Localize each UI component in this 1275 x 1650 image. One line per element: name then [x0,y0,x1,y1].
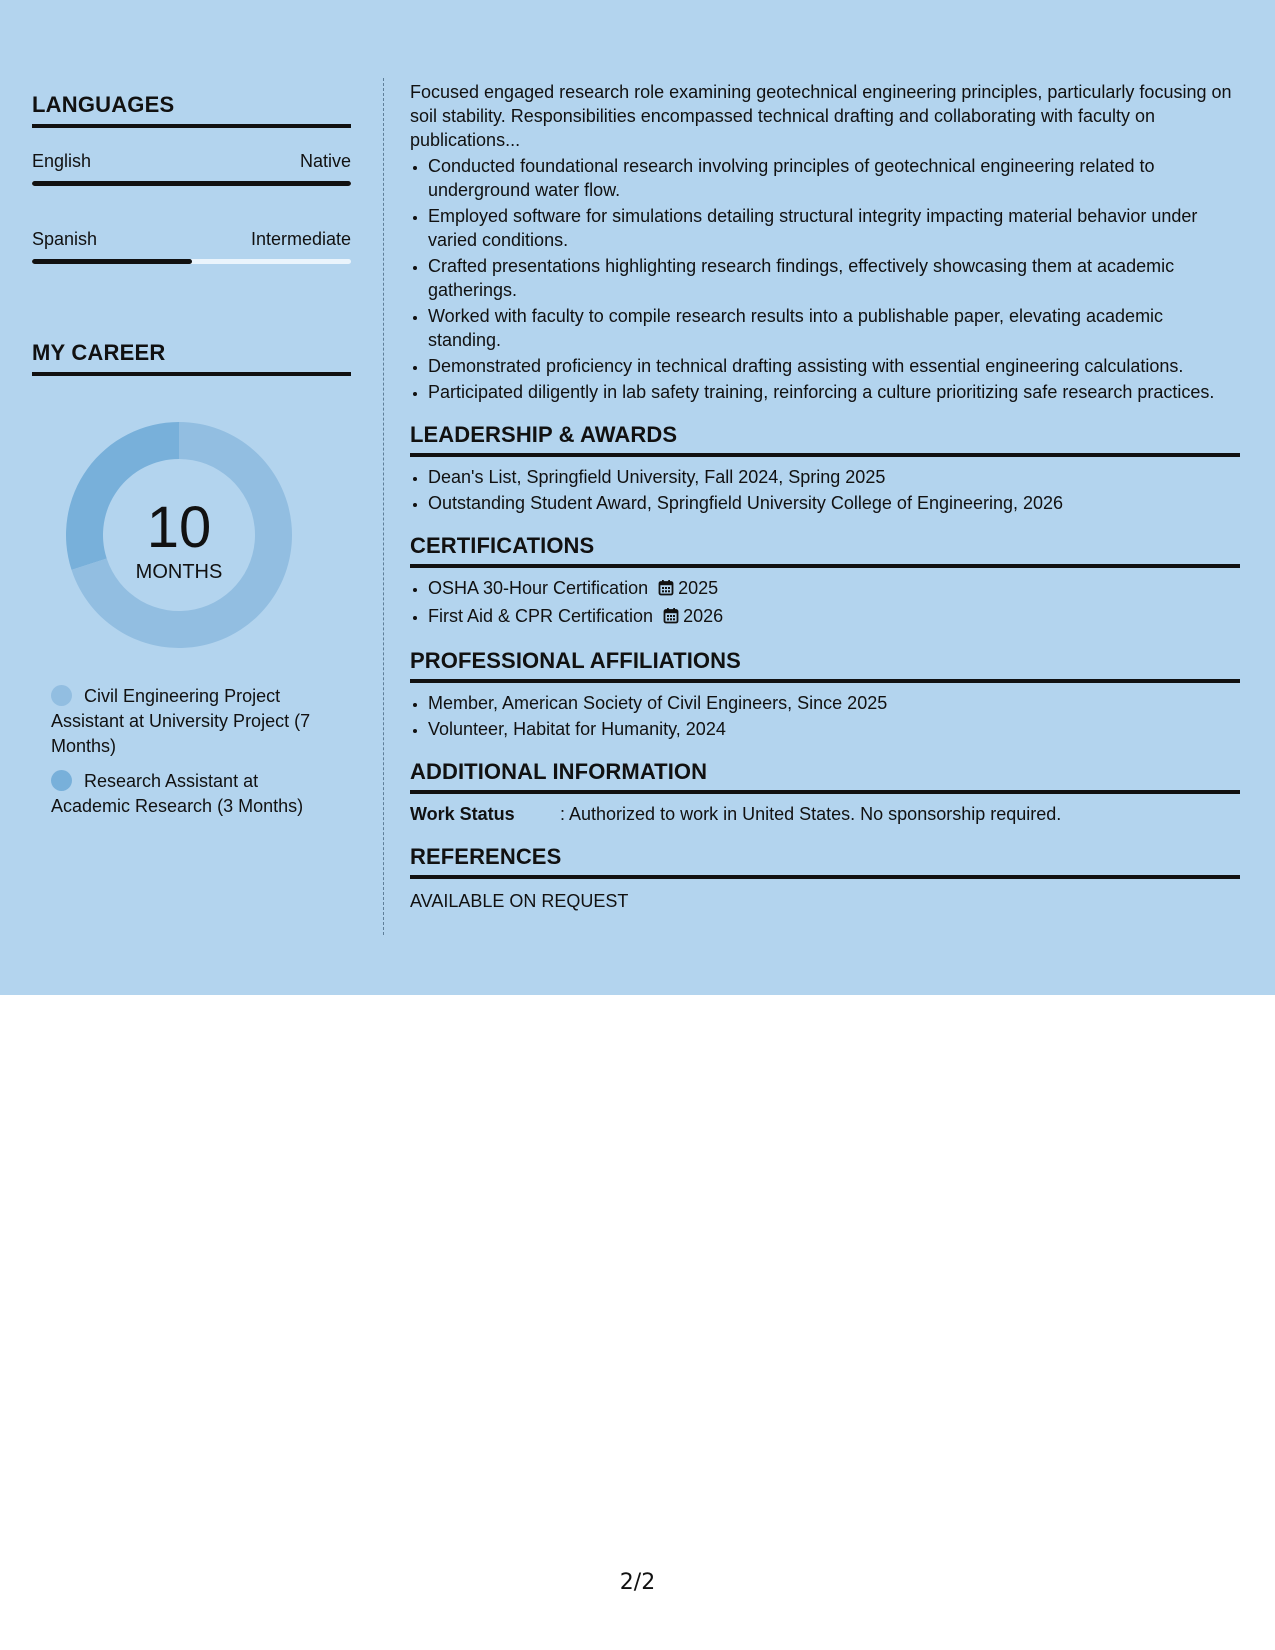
languages-title: LANGUAGES [32,92,351,128]
work-status-value: : Authorized to work in United States. No sponsorship required. [560,804,1062,824]
calendar-icon [663,606,679,630]
legend-dot [51,770,72,791]
language-name: Spanish [32,229,98,249]
affiliations-title: PROFESSIONAL AFFILIATIONS [410,648,1240,683]
legend-label: Research Assistant at Academic Research (3 Months) [51,771,304,816]
list-item: • Dean's List, Springfield University, Fall 2024, Spring 2025 [428,465,1240,489]
right-column [410,80,1240,913]
certification-item [428,576,1240,602]
affiliations-list [410,691,1240,741]
legend-label: Civil Engineering Project Assistant at University Project (7 Months) [51,686,311,756]
experience-intro: Focused engaged research role examining geotechnical engineering principles, particularly focusing on soil stability. Responsibilities encompassed technical drafting and collaborating with faculty on publications... [410,82,1232,150]
work-status-row [410,802,1240,826]
language-proficiency-bar [32,259,351,264]
language-name: English [32,151,92,171]
career-donut-chart [64,420,294,650]
certifications-title: CERTIFICATIONS [410,533,1240,568]
legend-dot [51,685,72,706]
list-item: • Participated diligently in lab safety training, reinforcing a culture prioritizing safe research practices. [428,380,1240,404]
work-status-label: Work Status [410,804,515,824]
career-total-unit: MONTHS [135,560,223,583]
language-item-english [32,150,351,186]
certification-year: 2025 [678,578,719,598]
references-text: AVAILABLE ON REQUEST [410,891,629,911]
page-number: 2/2 [619,1570,656,1595]
donut-center [64,420,294,650]
language-level: Intermediate [250,229,351,249]
leadership-list [410,465,1240,515]
certification-name: First Aid & CPR Certification [428,606,654,626]
list-item: • Demonstrated proficiency in technical drafting assisting with essential engineering calculations. [428,354,1240,378]
certifications-list [410,576,1240,630]
left-column [32,92,351,829]
list-item: • Outstanding Student Award, Springfield University College of Engineering, 2026 [428,491,1240,515]
language-proficiency-bar [32,181,351,186]
career-total-months: 10 [146,494,212,560]
certification-name: OSHA 30-Hour Certification [428,578,649,598]
career-title: MY CAREER [32,340,351,376]
language-level: Native [299,151,351,171]
certification-item [428,604,1240,630]
language-proficiency-fill [32,181,351,186]
certification-year: 2026 [683,606,724,626]
experience-bullets [410,154,1240,404]
language-proficiency-fill [32,259,192,264]
references-title: REFERENCES [410,844,1240,879]
column-divider [383,78,384,935]
leadership-title: LEADERSHIP & AWARDS [410,422,1240,457]
list-item: • Conducted foundational research involving principles of geotechnical engineering related to underground water flow. [428,154,1240,202]
list-item: • Member, American Society of Civil Engineers, Since 2025 [428,691,1240,715]
list-item: • Volunteer, Habitat for Humanity, 2024 [428,717,1240,741]
legend-item [51,769,341,819]
list-item: • Employed software for simulations detailing structural integrity impacting material behavior under varied conditions. [428,204,1240,252]
calendar-icon [658,578,674,602]
additional-info-title: ADDITIONAL INFORMATION [410,759,1240,794]
legend-item [51,684,341,759]
language-item-spanish [32,228,351,264]
career-legend [51,684,341,819]
list-item: • Crafted presentations highlighting research findings, effectively showcasing them at academic gatherings. [428,254,1240,302]
list-item: • Worked with faculty to compile research results into a publishable paper, elevating academic standing. [428,304,1240,352]
